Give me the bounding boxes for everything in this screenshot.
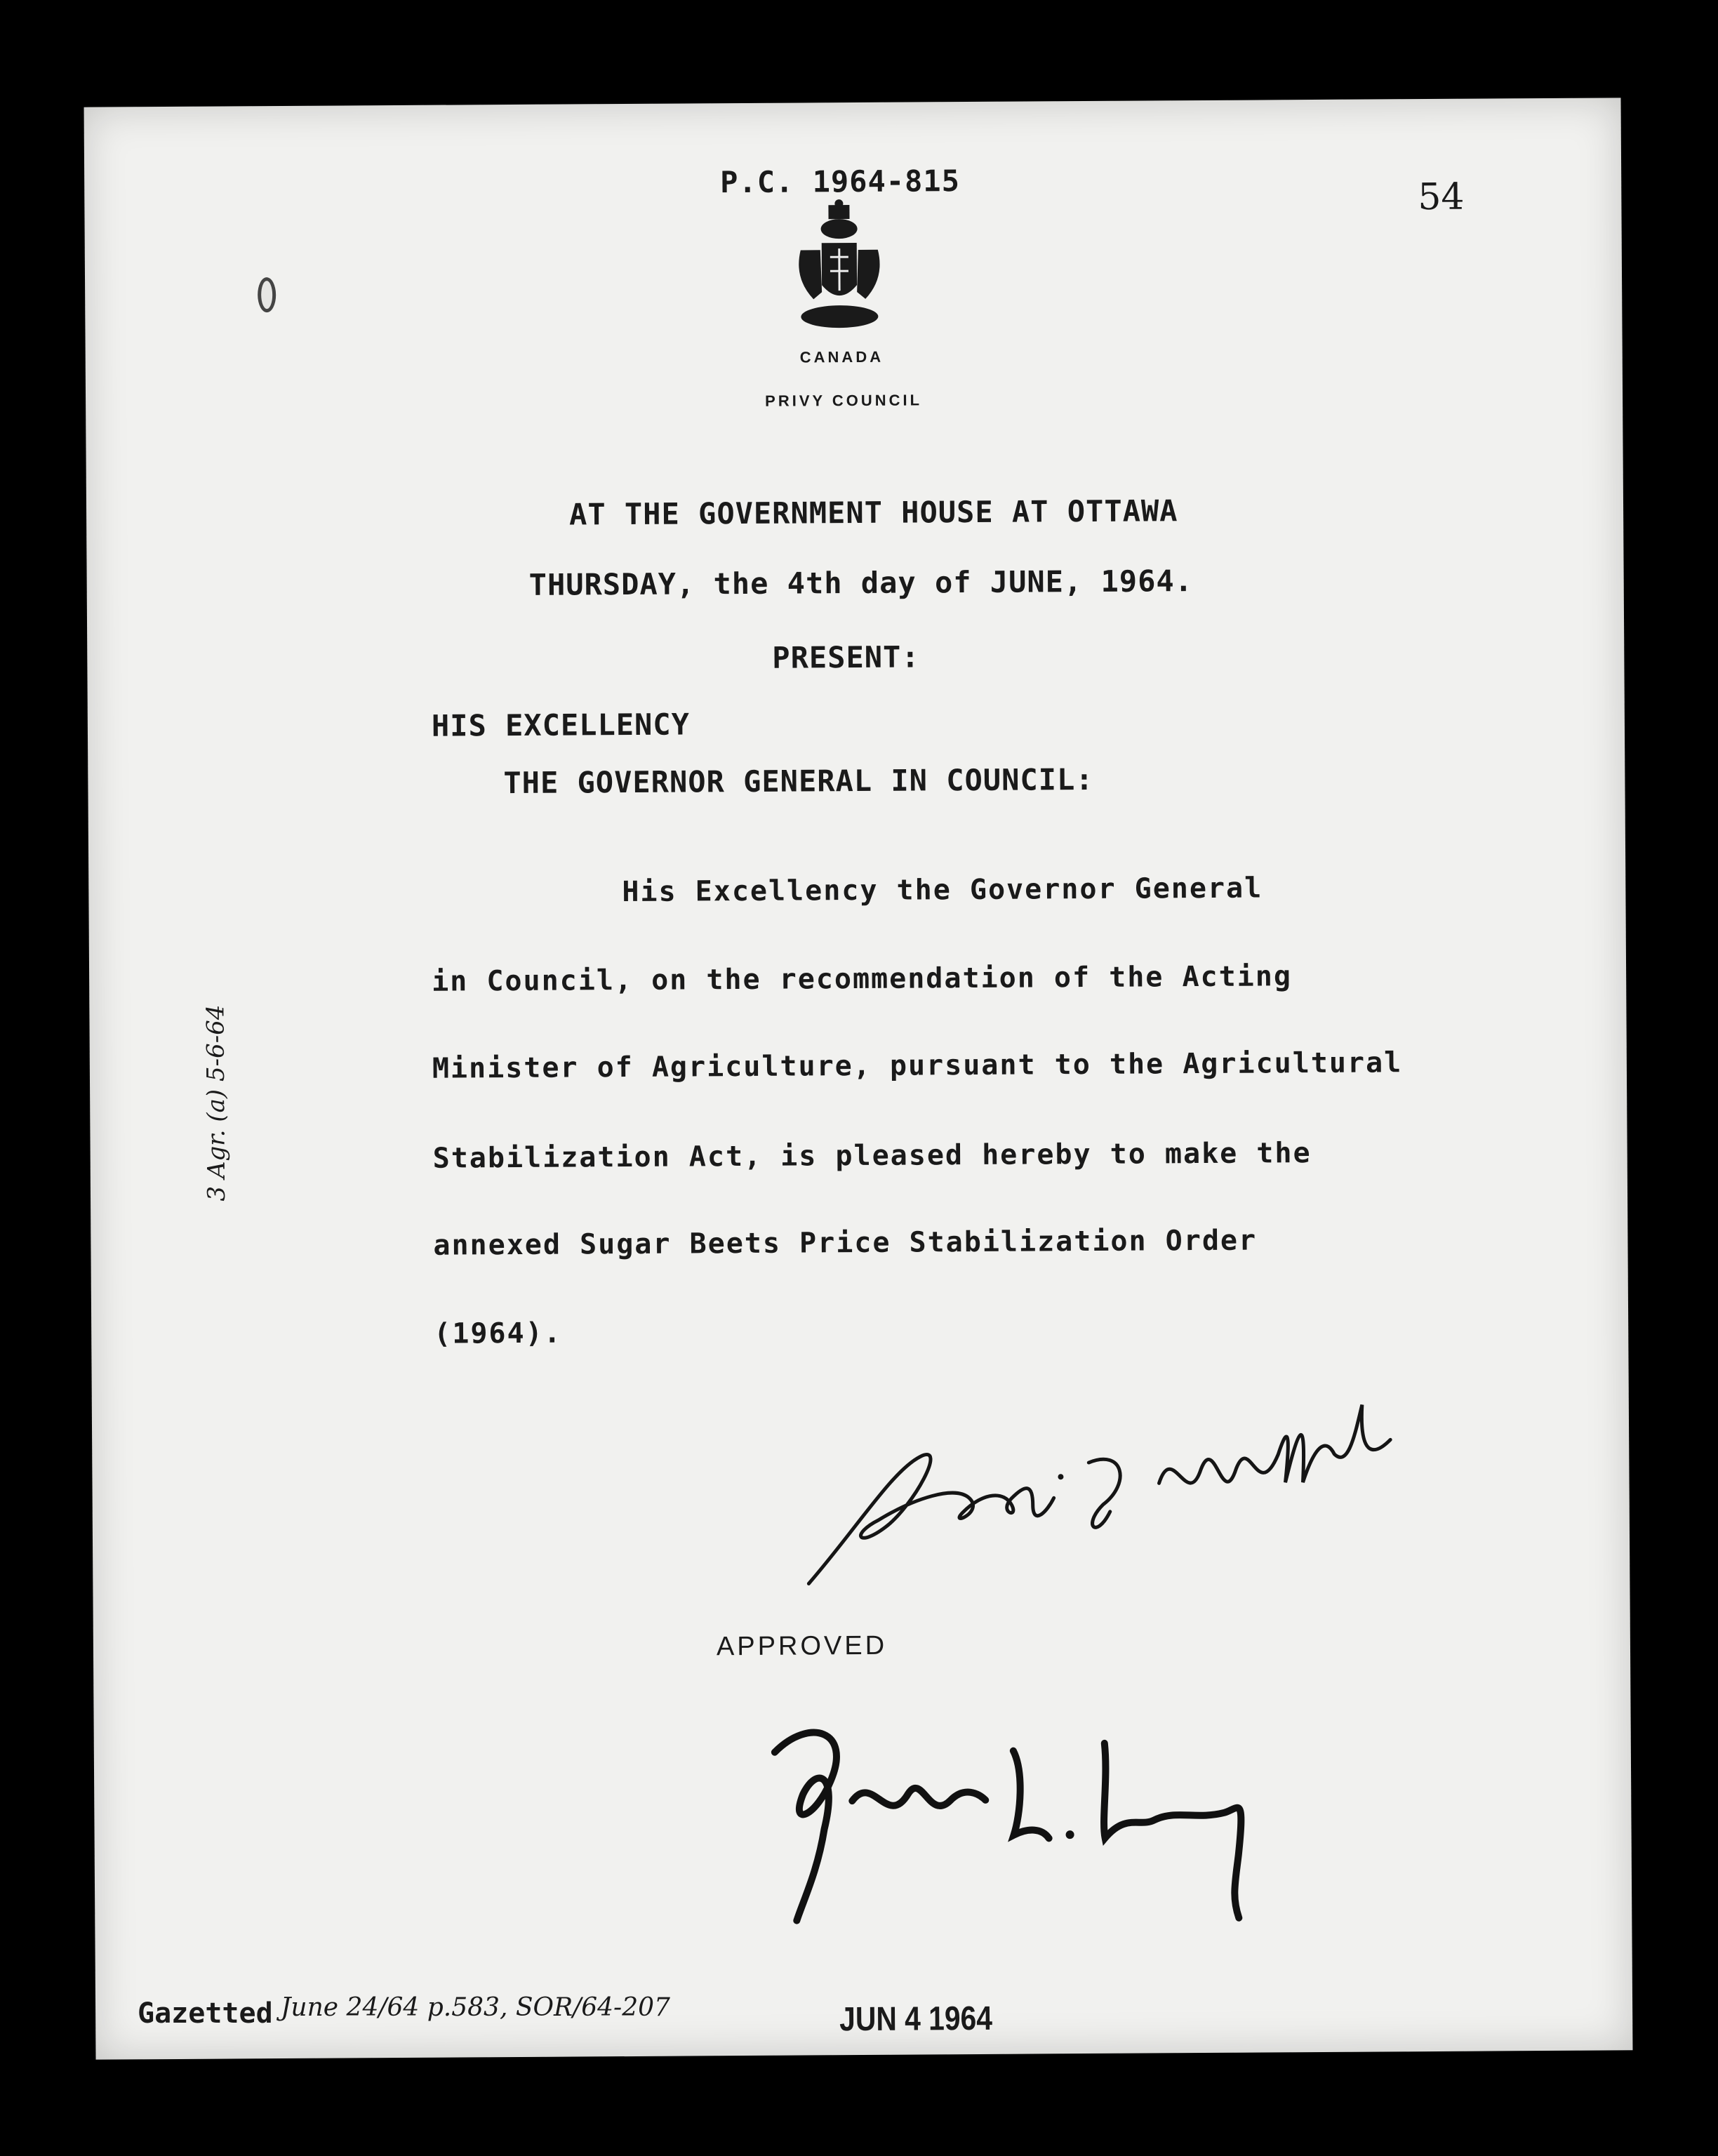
margin-handwritten-note: 3 Agr. (a) 5-6-64 (201, 1004, 232, 1202)
approved-label: APPROVED (716, 1630, 888, 1662)
approval-date-stamp: JUN 4 1964 (839, 1999, 993, 2039)
gazetted-note: June 24/64 p.583, SOR/64-207 (281, 1993, 670, 2022)
privy-council-label: PRIVY COUNCIL (765, 391, 923, 410)
body-line-4: Stabilization Act, is pleased hereby to make the (432, 1137, 1312, 1175)
country-label: CANADA (799, 347, 884, 366)
present-label: PRESENT: (772, 639, 920, 675)
gazetted-label: Gazetted (138, 1997, 273, 2030)
document-page (84, 98, 1633, 2059)
governor-general-line: THE GOVERNOR GENERAL IN COUNCIL: (503, 761, 1094, 801)
body-line-3: Minister of Agriculture, pursuant to the Agricultural (432, 1046, 1403, 1085)
body-line-1: His Excellency the Governor General (622, 872, 1263, 909)
page-number: 54 (1418, 175, 1465, 219)
order-number: P.C. 1964-815 (720, 164, 961, 200)
clerk-signature (793, 1298, 1497, 1597)
coat-of-arms-icon (793, 201, 885, 335)
his-excellency-line: HIS EXCELLENCY (431, 707, 691, 743)
body-line-5: annexed Sugar Beets Price Stabilization Order (433, 1224, 1258, 1262)
body-line-6: (1964). (434, 1317, 562, 1350)
governor-signature (746, 1686, 1281, 1956)
body-line-2: in Council, on the recommendation of the Acting (432, 960, 1293, 998)
place-line: AT THE GOVERNMENT HOUSE AT OTTAWA (568, 493, 1178, 532)
date-line: THURSDAY, the 4th day of JUNE, 1964. (528, 564, 1194, 602)
punch-hole (258, 277, 276, 312)
